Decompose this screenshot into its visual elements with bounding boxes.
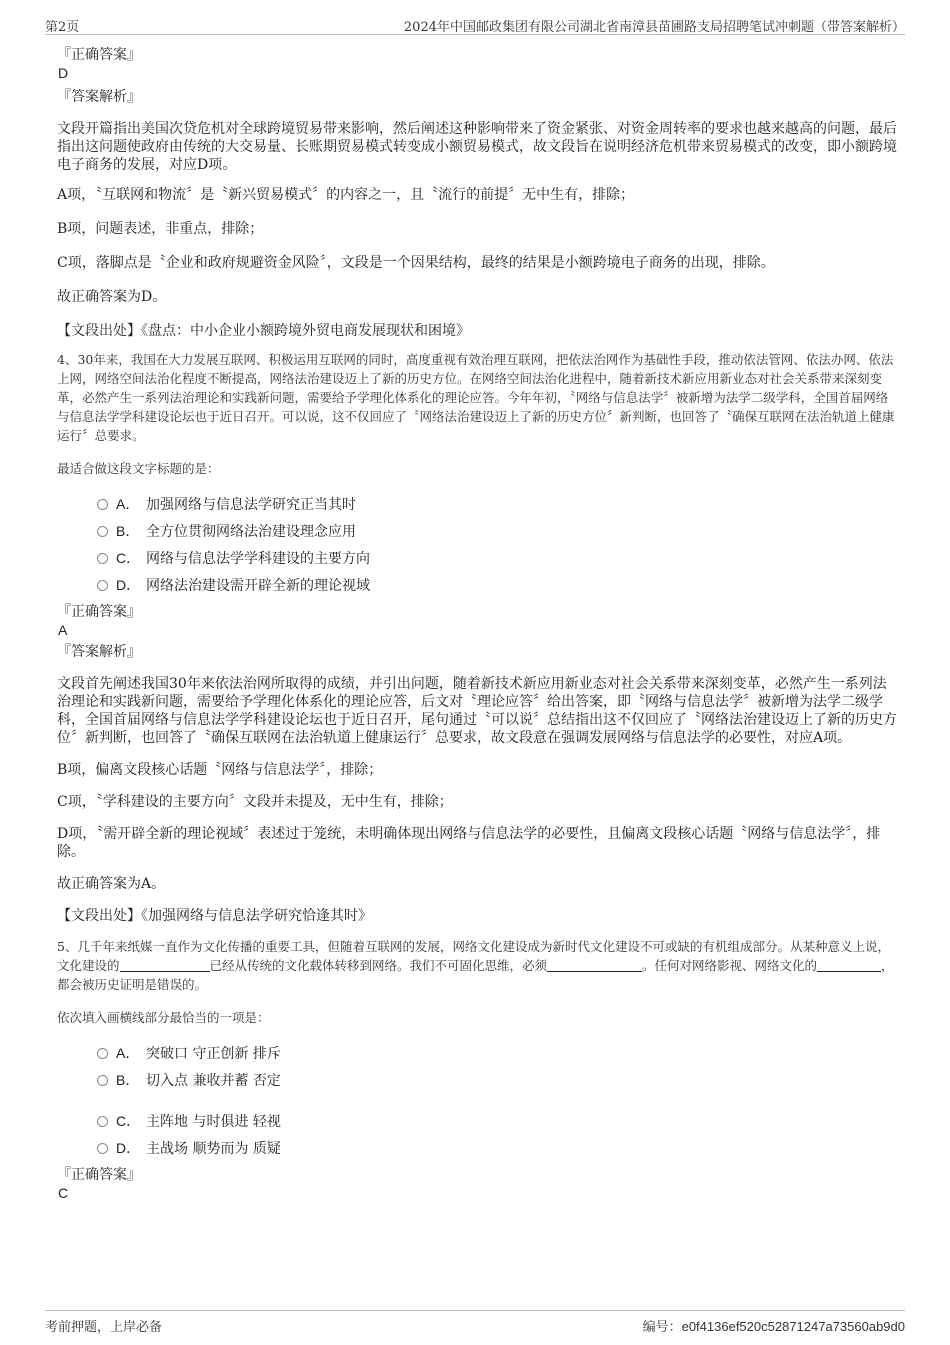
radio-icon[interactable] — [97, 1075, 108, 1086]
radio-icon[interactable] — [97, 499, 108, 510]
footer-slogan: 考前押题，上岸必备 — [45, 1320, 163, 1335]
radio-icon[interactable] — [97, 1048, 108, 1059]
option-b[interactable]: B． 切入点 兼收并蓄 否定 — [97, 1067, 899, 1094]
analysis-paragraph: 故正确答案为A。 — [57, 876, 166, 892]
question-text: 5、几千年来纸媒一直作为文化传播的重要工具，但随着互联网的发展，网络文化建设成为新时代文化建设不可或缺的有机组成部分。从某种意义上说，文化建设的 已经从传统的文化载体转移到网络。我们不可固化思维，必须 。任何对网络影视、网络文化的 ，都会被历史证明是错误的。 — [57, 939, 894, 992]
source-citation: 【文段出处】《加强网络与信息法学研究恰逢其时》 — [57, 908, 372, 924]
radio-icon[interactable] — [97, 580, 108, 591]
fill-blank — [120, 959, 210, 972]
document-code: 编号：e0f4136ef520c52871247a73560ab9d0 — [642, 1319, 905, 1335]
question-prompt: 依次填入画横线部分最恰当的一项是： — [57, 1010, 270, 1025]
analysis-paragraph: B项，偏离文段核心话题〝网络与信息法学〞，排除； — [57, 762, 383, 778]
fill-blank — [817, 959, 881, 972]
page-number: 第2页 — [45, 20, 80, 35]
analysis-paragraph: C项，〝学科建设的主要方向〞文段并未提及，无中生有，排除； — [57, 794, 453, 810]
page-header — [45, 14, 905, 35]
option-c[interactable]: C． 网络与信息法学学科建设的主要方向 — [97, 545, 899, 572]
option-list — [57, 1040, 899, 1162]
source-citation: 【文段出处】《盘点：中小企业小额跨境外贸电商发展现状和困境》 — [57, 323, 470, 339]
analysis-paragraph: C项，落脚点是〝企业和政府规避资金风险〞，文段是一个因果结构，最终的结果是小额跨境电子商务的出现，排除。 — [57, 255, 775, 271]
analysis-paragraph: 文段开篇指出美国次贷危机对全球跨境贸易带来影响，然后阐述这种影响带来了资金紧张、对资金周转率的要求也越来越高的问题，最后指出这问题使政府由传统的大交易量、长账期贸易模式转变成小额贸易模式，故文段旨在说明经济危机带来贸易模式的改变，即小额跨境电子商务的发展，对应D项。 — [57, 121, 897, 173]
option-a[interactable]: A． 突破口 守正创新 排斥 — [97, 1040, 899, 1067]
radio-icon[interactable] — [97, 526, 108, 537]
option-d[interactable]: D． 网络法治建设需开辟全新的理论视域 — [97, 572, 899, 599]
answer-value: C — [58, 1185, 69, 1201]
answer-label: 『正确答案』 — [57, 47, 141, 63]
analysis-paragraph: A项，〝互联网和物流〞是〝新兴贸易模式〞的内容之一，且〝流行的前提〞无中生有，排除； — [57, 187, 635, 203]
option-d[interactable]: D． 主战场 顺势而为 质疑 — [97, 1135, 899, 1162]
option-c[interactable]: C． 主阵地 与时俱进 轻视 — [97, 1108, 899, 1135]
radio-icon[interactable] — [97, 1116, 108, 1127]
option-b[interactable]: B． 全方位贯彻网络法治建设理念应用 — [97, 518, 899, 545]
question-text: 4、30年来，我国在大力发展互联网、积极运用互联网的同时，高度重视有效治理互联网，把依法治网作为基础性手段，推动依法管网、依法办网、依法上网，网络空间法治化程度不断提高，网络法治建设迈上了新的历史方位。在网络空间法治化进程中，随着新技术新应用新业态对社会关系带来深刻变革，必然产生一系列法治理论和实践新问题，需要给予学理化体系化的理论应答。今年年初，〝网络与信息法学〞被新增为法学二级学科，全国首届网络与信息法学学科建设论坛也于近日召开。可以说，这不仅回应了〝网络法治建设迈上了新的历史方位〞新判断，也回答了〝确保互联网在法治轨道上健康运行〞总要求。 — [57, 352, 895, 443]
question-prompt: 最适合做这段文字标题的是： — [57, 461, 220, 476]
fill-blank — [547, 959, 642, 972]
radio-icon[interactable] — [97, 553, 108, 564]
analysis-paragraph: 故正确答案为D。 — [57, 289, 167, 305]
answer-value: D — [58, 65, 69, 81]
radio-icon[interactable] — [97, 1143, 108, 1154]
document-title: 2024年中国邮政集团有限公司湖北省南漳县苗圃路支局招聘笔试冲刺题（带答案解析） — [403, 20, 905, 35]
document-body — [57, 46, 899, 1202]
answer-value: A — [58, 622, 68, 638]
analysis-paragraph: 文段首先阐述我国30年来依法治网所取得的成绩，并引出问题，随着新技术新应用新业态对社会关系带来深刻变革，必然产生一系列法治理论和实践新问题，需要给予学理化体系化的理论应答，后文对〝理论应答〞给出答案，即〝网络与信息法学〞被新增为法学二级学科，全国首届网络与信息法学学科建设论坛也于近日召开，尾句通过〝可以说〞总结指出这不仅回应了〝网络法治建设迈上了新的历史方位〞新判断，也回答了〝确保互联网在法治轨道上健康运行〞总要求，故文段意在强调发展网络与信息法学的必要性，对应A项。 — [57, 676, 897, 746]
answer-label: 『正确答案』 — [57, 1167, 141, 1183]
option-a[interactable]: A． 加强网络与信息法学研究正当其时 — [97, 491, 899, 518]
analysis-label: 『答案解析』 — [57, 644, 141, 660]
analysis-paragraph: B项，问题表述，非重点，排除； — [57, 221, 264, 237]
analysis-paragraph: D项，〝需开辟全新的理论视域〞表述过于笼统，未明确体现出网络与信息法学的必要性，且偏离文段核心话题〝网络与信息法学〞，排除。 — [57, 826, 881, 860]
answer-label: 『正确答案』 — [57, 604, 141, 620]
analysis-label: 『答案解析』 — [57, 89, 141, 105]
page-footer — [45, 1310, 905, 1335]
option-list — [57, 491, 899, 599]
